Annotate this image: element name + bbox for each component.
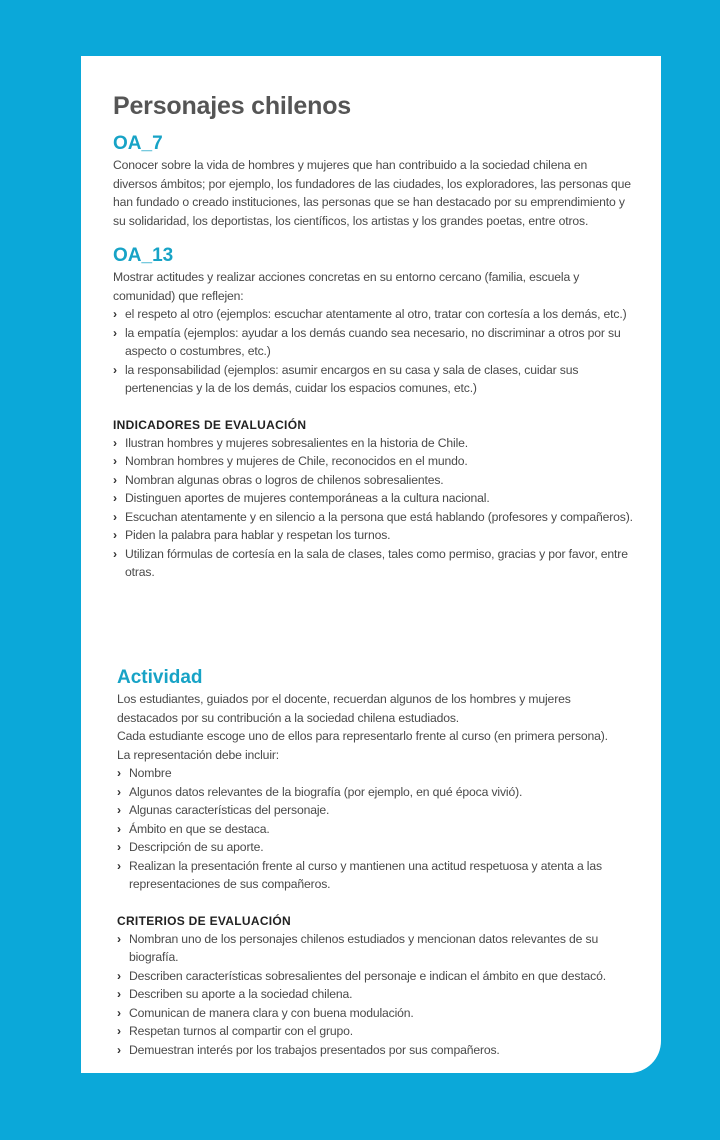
criterios-heading: CRITERIOS DE EVALUACIÓN xyxy=(117,913,292,928)
list-item xyxy=(117,930,633,967)
list-item-text: Algunos datos relevantes de la biografía (por ejemplo, en qué época vivió). xyxy=(129,784,523,799)
list-item xyxy=(117,857,633,894)
list-item xyxy=(117,838,633,857)
list-item xyxy=(113,526,633,545)
list-item-text: Algunas características del personaje. xyxy=(129,803,330,817)
list-item xyxy=(113,361,633,398)
list-item-text: Ámbito en que se destaca. xyxy=(129,821,270,836)
bullet-chevron-icon: › xyxy=(113,509,117,524)
oa7-text: Conocer sobre la vida de hombres y mujeres que han contribuido a la sociedad chilena en diversos ámbitos; por ejemplo, los fundadores de las ciudades, los exploradores, las personas que han fundado o creado instituciones, las personas que se han destacado por su emprendimiento y su solidaridad, los deportistas, los científicos, los artistas y los grandes poetas, entre otros. xyxy=(113,158,631,228)
bullet-chevron-icon: › xyxy=(117,840,121,854)
bullet-chevron-icon: › xyxy=(113,528,117,542)
bullet-chevron-icon: › xyxy=(113,546,117,561)
actividad-text-2: Cada estudiante escoge uno de ellos para representarlo frente al curso (en primera persona). xyxy=(117,729,608,743)
indicadores-heading: INDICADORES DE EVALUACIÓN xyxy=(113,417,307,432)
objectives-section xyxy=(113,90,633,582)
bullet-chevron-icon: › xyxy=(117,968,121,983)
list-item xyxy=(117,985,633,1004)
list-item-text: Utilizan fórmulas de cortesía en la sala de clases, tales como permiso, gracias y por favor, entre otras. xyxy=(125,546,628,579)
list-item xyxy=(113,489,633,508)
list-item xyxy=(113,508,633,527)
actividad-section xyxy=(117,666,633,1059)
list-item xyxy=(117,1041,633,1060)
actividad-text-3: La representación debe incluir: xyxy=(117,747,280,762)
list-item xyxy=(113,434,633,453)
bullet-chevron-icon: › xyxy=(117,821,121,836)
list-item xyxy=(113,471,633,490)
list-item xyxy=(117,801,633,820)
oa7-heading: OA_7 xyxy=(113,133,163,154)
actividad-text-1: Los estudiantes, guiados por el docente, recuerdan algunos de los hombres y mujeres destacados por su contribución a la sociedad chilena estudiados. xyxy=(117,692,571,725)
list-item-text: Ilustran hombres y mujeres sobresalientes en la historia de Chile. xyxy=(125,435,469,450)
oa7-section xyxy=(113,132,633,230)
list-item-text: Nombre xyxy=(129,766,172,780)
bullet-chevron-icon: › xyxy=(117,987,121,1001)
oa13-list xyxy=(113,305,633,398)
list-item xyxy=(113,324,633,361)
bullet-chevron-icon: › xyxy=(117,858,121,873)
list-item-text: Piden la palabra para hablar y respetan los turnos. xyxy=(125,528,391,542)
bullet-chevron-icon: › xyxy=(117,766,121,780)
indicadores-list xyxy=(113,434,633,582)
list-item-text: Nombran hombres y mujeres de Chile, reconocidos en el mundo. xyxy=(125,454,468,468)
criterios-list xyxy=(117,930,633,1060)
list-item xyxy=(117,1004,633,1023)
bullet-chevron-icon: › xyxy=(117,1042,121,1057)
page-title: Personajes chilenos xyxy=(113,92,351,120)
list-item-text: Nombran algunas obras o logros de chilenos sobresalientes. xyxy=(125,472,444,487)
list-item xyxy=(113,452,633,471)
list-item-text: Distinguen aportes de mujeres contemporáneas a la cultura nacional. xyxy=(125,491,490,505)
list-item-text: la responsabilidad (ejemplos: asumir encargos en su casa y sala de clases, cuidar sus pertenencias y la de los demás, cuidar los espacios comunes, etc.) xyxy=(125,362,579,395)
list-item xyxy=(117,1022,633,1041)
list-item-text: Descripción de su aporte. xyxy=(129,840,264,854)
list-item-text: Describen su aporte a la sociedad chilena. xyxy=(129,987,353,1001)
list-item-text: Escuchan atentamente y en silencio a la persona que está hablando (profesores y compañeros). xyxy=(125,509,633,524)
list-item xyxy=(113,305,633,324)
oa13-text: Mostrar actitudes y realizar acciones concretas en su entorno cercano (familia, escuela y comunidad) que reflejen: xyxy=(113,270,580,303)
list-item-text: Describen características sobresalientes del personaje e indican el ámbito en que destacó. xyxy=(129,968,606,983)
list-item xyxy=(117,764,633,783)
bullet-chevron-icon: › xyxy=(113,325,117,340)
bullet-chevron-icon: › xyxy=(113,454,117,468)
list-item xyxy=(117,967,633,986)
bullet-chevron-icon: › xyxy=(117,803,121,817)
bullet-chevron-icon: › xyxy=(113,362,117,377)
list-item xyxy=(113,545,633,582)
criterios-section xyxy=(117,912,633,1060)
list-item-text: el respeto al otro (ejemplos: escuchar atentamente al otro, tratar con cortesía a los demás, etc.) xyxy=(125,307,627,321)
actividad-heading: Actividad xyxy=(117,667,203,688)
bullet-chevron-icon: › xyxy=(117,1005,121,1020)
list-item xyxy=(117,783,633,802)
list-item-text: la empatía (ejemplos: ayudar a los demás cuando sea necesario, no discriminar a otros por su aspecto o costumbres, etc.) xyxy=(125,325,621,358)
bullet-chevron-icon: › xyxy=(113,472,117,487)
actividad-list xyxy=(117,764,633,894)
bullet-chevron-icon: › xyxy=(113,307,117,321)
bullet-chevron-icon: › xyxy=(113,491,117,505)
bullet-chevron-icon: › xyxy=(117,784,121,799)
bullet-chevron-icon: › xyxy=(117,1024,121,1038)
list-item-text: Realizan la presentación frente al curso y mantienen una actitud respetuosa y atenta a las representaciones de sus compañeros. xyxy=(129,858,602,891)
list-item-text: Respetan turnos al compartir con el grupo. xyxy=(129,1024,354,1038)
document-card xyxy=(81,56,661,1073)
bullet-chevron-icon: › xyxy=(113,435,117,450)
list-item xyxy=(117,820,633,839)
list-item-text: Comunican de manera clara y con buena modulación. xyxy=(129,1005,414,1020)
bullet-chevron-icon: › xyxy=(117,931,121,946)
list-item-text: Demuestran interés por los trabajos presentados por sus compañeros. xyxy=(129,1042,500,1057)
indicadores-section xyxy=(113,416,633,582)
oa13-heading: OA_13 xyxy=(113,245,174,266)
list-item-text: Nombran uno de los personajes chilenos estudiados y mencionan datos relevantes de su biografía. xyxy=(129,931,599,964)
oa13-section xyxy=(113,244,633,398)
